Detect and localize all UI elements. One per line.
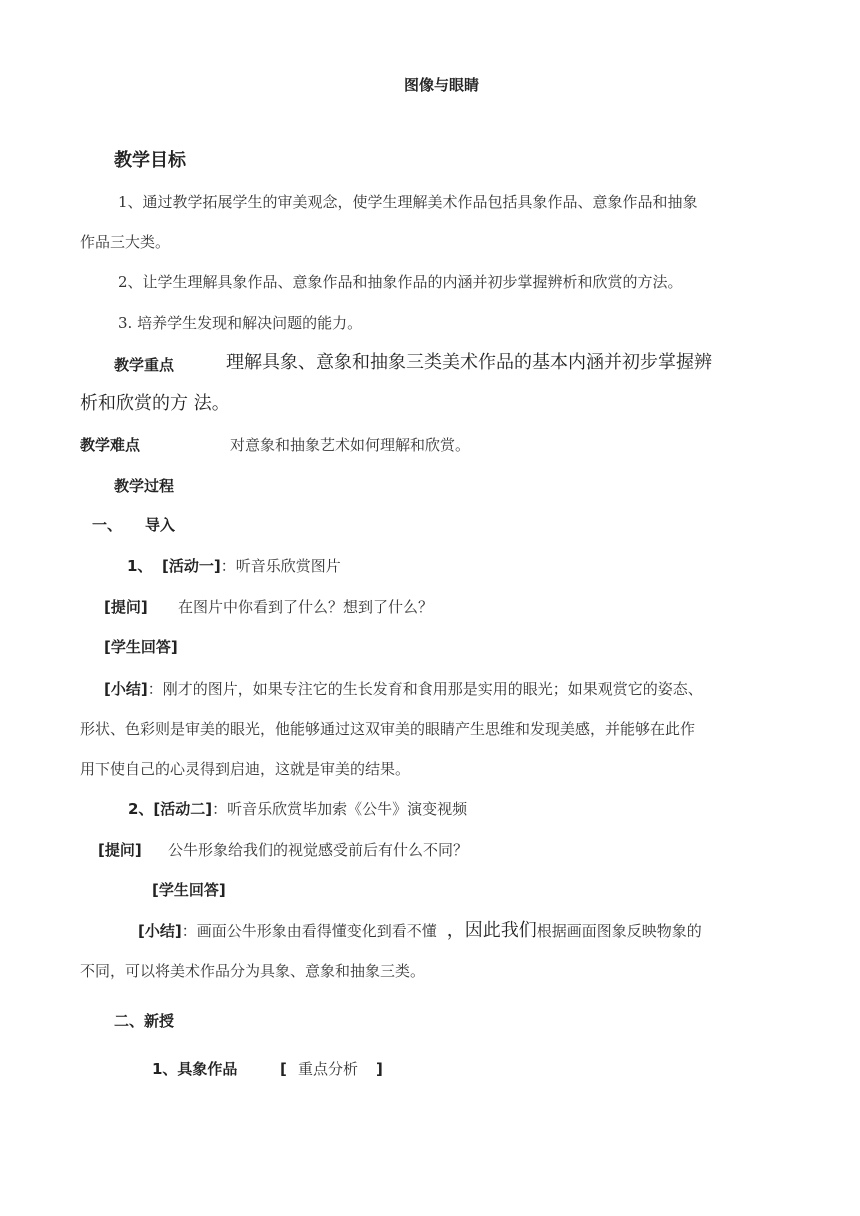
objective-1-line-2: 作品三大类。 xyxy=(80,233,171,251)
key-points-line-1: 理解具象、意象和抽象三类美术作品的基本内涵并初步掌握辨 xyxy=(226,352,712,373)
activity-1-number: 1、 xyxy=(127,557,153,575)
objective-2: 2、让学生理解具象作品、意象作品和抽象作品的内涵并初步掌握辨析和欣赏的方法。 xyxy=(118,273,683,291)
summary-2-line-1 xyxy=(138,920,702,942)
question-2-label: [提问] xyxy=(98,841,142,859)
summary-2-text-c: 根据画面图象反映物象的 xyxy=(536,922,702,940)
section-1-title: 导入 xyxy=(145,516,176,534)
summary-1-line-2: 形状、色彩则是审美的眼光，他能够通过这双审美的眼睛产生思维和发现美感，并能够在此作 xyxy=(80,720,696,738)
activity-1-text: ：听音乐欣赏图片 xyxy=(220,557,341,575)
activity-1 xyxy=(162,557,341,576)
question-1-text: 在图片中你看到了什么？想到了什么？ xyxy=(178,598,434,616)
answer-1-label: [学生回答] xyxy=(104,638,178,656)
summary-2-label: [小结] xyxy=(138,922,182,940)
difficulty-label: 教学难点 xyxy=(80,436,141,454)
summary-1-text: ：刚才的图片，如果专注它的生长发育和食用那是实用的眼光；如果观赏它的姿态、 xyxy=(147,680,703,698)
summary-2-text-b: ，因此我们 xyxy=(446,920,537,941)
activity-2 xyxy=(128,800,467,819)
objective-1-line-1: 1、通过教学拓展学生的审美观念，使学生理解美术作品包括具象作品、意象作品和抽象 xyxy=(118,193,698,211)
key-points-line-2: 析和欣赏的方 法。 xyxy=(80,393,230,414)
section-1-number: 一、 xyxy=(92,516,123,534)
section-2-title: 二、新授 xyxy=(114,1012,175,1030)
activity-2-label: 2、[活动二] xyxy=(128,800,213,818)
key-points-label: 教学重点 xyxy=(114,356,175,374)
process-label: 教学过程 xyxy=(114,477,175,495)
question-2-text: 公牛形象给我们的视觉感受前后有什么不同？ xyxy=(168,841,469,859)
difficulty-text: 对意象和抽象艺术如何理解和欣赏。 xyxy=(230,436,471,454)
summary-2-text-a: ：画面公牛形象由看得懂变化到看不懂 xyxy=(181,922,437,940)
summary-1-label: [小结] xyxy=(104,680,148,698)
summary-1-line-3: 用下使自己的心灵得到启迪，这就是审美的结果。 xyxy=(80,760,411,778)
new-1-bracket-open: [ xyxy=(280,1060,287,1078)
summary-1-line-1 xyxy=(104,680,703,699)
new-1-title: 1、具象作品 xyxy=(152,1060,238,1078)
activity-1-label: [活动一] xyxy=(162,557,221,575)
answer-2-label: [学生回答] xyxy=(152,881,226,899)
activity-2-text: ：听音乐欣赏毕加索《公牛》演变视频 xyxy=(212,800,468,818)
summary-2-line-2: 不同，可以将美术作品分为具象、意象和抽象三类。 xyxy=(80,962,426,980)
question-1-label: [提问] xyxy=(104,598,148,616)
document-title: 图像与眼睛 xyxy=(404,76,480,94)
objective-3: 3. 培养学生发现和解决问题的能力。 xyxy=(118,314,363,332)
new-1-bracket-close: ] xyxy=(376,1060,383,1078)
objectives-heading: 教学目标 xyxy=(114,150,186,171)
new-1-tag: 重点分析 xyxy=(298,1060,359,1078)
